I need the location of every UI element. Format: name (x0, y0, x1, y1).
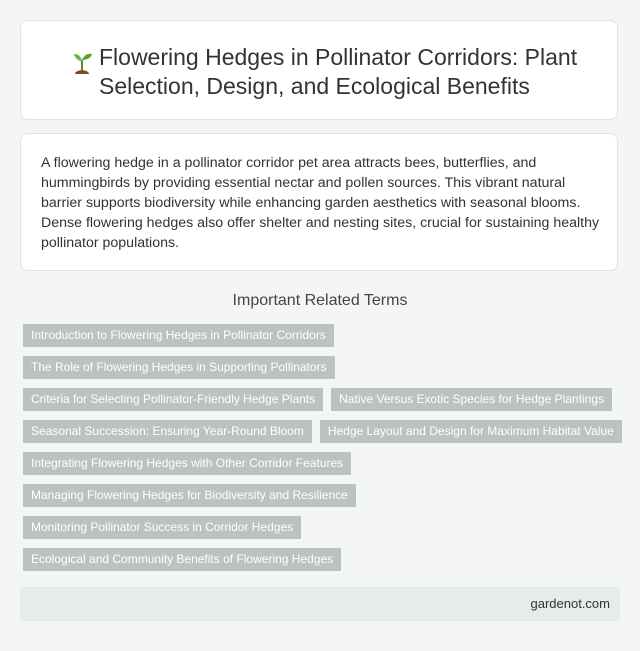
related-term-tag[interactable]: Criteria for Selecting Pollinator-Friendly Hedge Plants (23, 388, 323, 411)
related-term-tag[interactable]: The Role of Flowering Hedges in Supporting Pollinators (23, 356, 335, 379)
related-term-tag[interactable]: Hedge Layout and Design for Maximum Habitat Value (320, 420, 622, 443)
related-term-tag[interactable]: Seasonal Succession: Ensuring Year-Round Bloom (23, 420, 312, 443)
summary-card (20, 133, 618, 271)
related-term-tag[interactable]: Introduction to Flowering Hedges in Pollinator Corridors (23, 324, 334, 347)
related-term-tag[interactable]: Managing Flowering Hedges for Biodiversity and Resilience (23, 484, 356, 507)
related-term-tag[interactable]: Native Versus Exotic Species for Hedge Plantings (331, 388, 612, 411)
related-term-tag[interactable]: Integrating Flowering Hedges with Other Corridor Features (23, 452, 351, 475)
header-card (20, 20, 618, 120)
page-title: Flowering Hedges in Pollinator Corridors: Plant Selection, Design, and Ecological Benefits (99, 44, 578, 99)
footer-bar (20, 587, 620, 621)
summary-text: A flowering hedge in a pollinator corridor pet area attracts bees, butterflies, and hummingbirds by providing essential nectar and pollen sources. This vibrant natural barrier supports biodiversity while enhancing garden aesthetics with seasonal blooms. Dense flowering hedges also offer shelter and nesting sites, crucial for sustaining healthy pollinator populations. (41, 155, 600, 251)
sprout-icon (67, 47, 97, 77)
related-terms-list (23, 324, 623, 571)
related-term-tag[interactable]: Ecological and Community Benefits of Flowering Hedges (23, 548, 341, 571)
related-term-tag[interactable]: Monitoring Pollinator Success in Corridor Hedges (23, 516, 301, 539)
site-link[interactable]: gardenot.com (530, 596, 610, 611)
related-terms-heading: Important Related Terms (232, 292, 408, 309)
